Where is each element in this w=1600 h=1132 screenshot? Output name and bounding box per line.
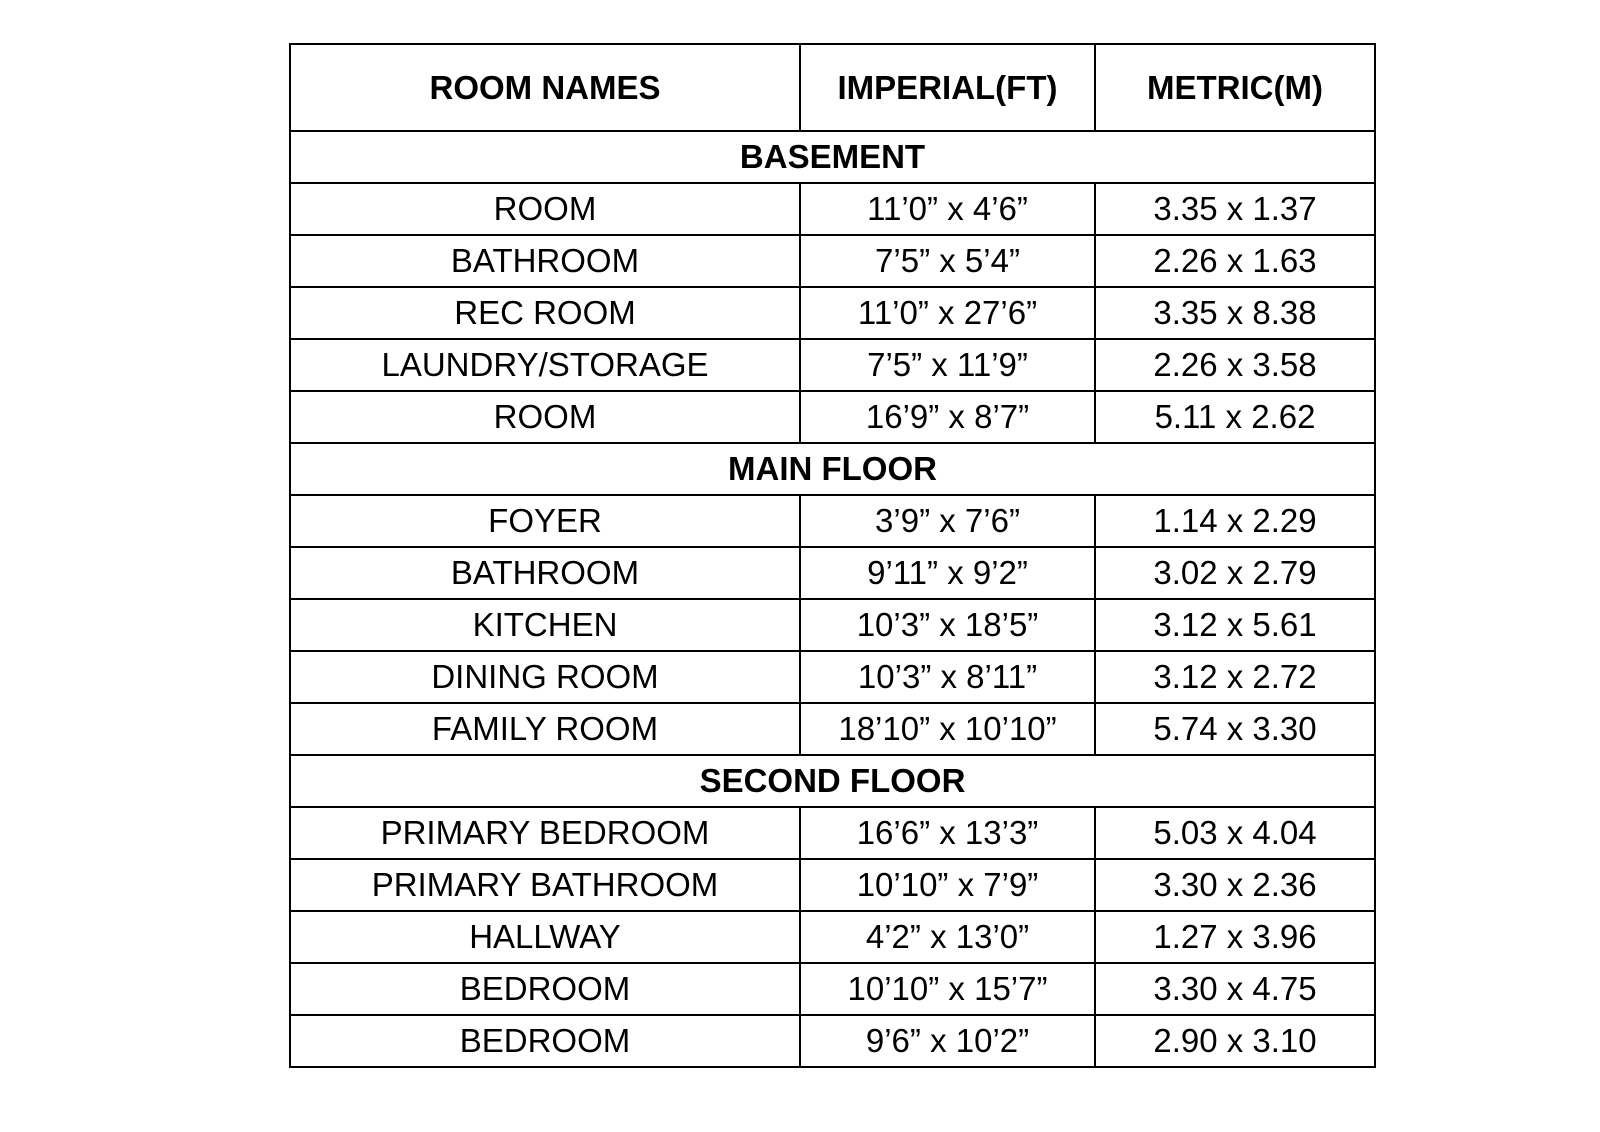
table-row: [290, 963, 1375, 1015]
section-row-basement: [290, 131, 1375, 183]
imperial-cell: 9’6” x 10’2”: [800, 1015, 1095, 1067]
metric-cell: 3.35 x 1.37: [1095, 183, 1375, 235]
room-name-cell: BEDROOM: [290, 1015, 800, 1067]
metric-cell: 5.11 x 2.62: [1095, 391, 1375, 443]
header-imperial: IMPERIAL(FT): [800, 44, 1095, 131]
room-name-cell: BATHROOM: [290, 547, 800, 599]
table-row: [290, 287, 1375, 339]
header-room-names: ROOM NAMES: [290, 44, 800, 131]
imperial-cell: 11’0” x 4’6”: [800, 183, 1095, 235]
imperial-cell: 18’10” x 10’10”: [800, 703, 1095, 755]
table-row: [290, 807, 1375, 859]
room-name-cell: DINING ROOM: [290, 651, 800, 703]
table-row: [290, 859, 1375, 911]
table-body: [290, 131, 1375, 1067]
imperial-cell: 11’0” x 27’6”: [800, 287, 1095, 339]
table-row: [290, 235, 1375, 287]
room-name-cell: REC ROOM: [290, 287, 800, 339]
section-row-second-floor: [290, 755, 1375, 807]
room-name-cell: PRIMARY BEDROOM: [290, 807, 800, 859]
table-row: [290, 911, 1375, 963]
metric-cell: 1.27 x 3.96: [1095, 911, 1375, 963]
table-row: [290, 599, 1375, 651]
metric-cell: 5.74 x 3.30: [1095, 703, 1375, 755]
metric-cell: 2.90 x 3.10: [1095, 1015, 1375, 1067]
imperial-cell: 10’10” x 15’7”: [800, 963, 1095, 1015]
imperial-cell: 10’3” x 8’11”: [800, 651, 1095, 703]
table-row: [290, 391, 1375, 443]
metric-cell: 3.30 x 2.36: [1095, 859, 1375, 911]
table-row: [290, 183, 1375, 235]
table-row: [290, 703, 1375, 755]
header-metric: METRIC(M): [1095, 44, 1375, 131]
metric-cell: 2.26 x 3.58: [1095, 339, 1375, 391]
room-name-cell: BATHROOM: [290, 235, 800, 287]
room-name-cell: HALLWAY: [290, 911, 800, 963]
table-row: [290, 495, 1375, 547]
room-name-cell: FOYER: [290, 495, 800, 547]
room-name-cell: FAMILY ROOM: [290, 703, 800, 755]
metric-cell: 3.30 x 4.75: [1095, 963, 1375, 1015]
imperial-cell: 16’9” x 8’7”: [800, 391, 1095, 443]
metric-cell: 1.14 x 2.29: [1095, 495, 1375, 547]
room-name-cell: LAUNDRY/STORAGE: [290, 339, 800, 391]
section-row-main-floor: [290, 443, 1375, 495]
metric-cell: 3.12 x 2.72: [1095, 651, 1375, 703]
imperial-cell: 7’5” x 11’9”: [800, 339, 1095, 391]
imperial-cell: 7’5” x 5’4”: [800, 235, 1095, 287]
table-row: [290, 547, 1375, 599]
table-row: [290, 1015, 1375, 1067]
imperial-cell: 10’10” x 7’9”: [800, 859, 1095, 911]
table-row: [290, 651, 1375, 703]
imperial-cell: 3’9” x 7’6”: [800, 495, 1095, 547]
metric-cell: 3.35 x 8.38: [1095, 287, 1375, 339]
metric-cell: 3.12 x 5.61: [1095, 599, 1375, 651]
table-row: [290, 339, 1375, 391]
section-title: MAIN FLOOR: [290, 443, 1375, 495]
room-name-cell: ROOM: [290, 391, 800, 443]
room-dimensions-table: [289, 43, 1376, 1068]
table-header: [290, 44, 1375, 131]
room-name-cell: BEDROOM: [290, 963, 800, 1015]
metric-cell: 5.03 x 4.04: [1095, 807, 1375, 859]
imperial-cell: 10’3” x 18’5”: [800, 599, 1095, 651]
section-title: SECOND FLOOR: [290, 755, 1375, 807]
header-row: [290, 44, 1375, 131]
section-title: BASEMENT: [290, 131, 1375, 183]
room-name-cell: KITCHEN: [290, 599, 800, 651]
metric-cell: 3.02 x 2.79: [1095, 547, 1375, 599]
room-name-cell: ROOM: [290, 183, 800, 235]
imperial-cell: 9’11” x 9’2”: [800, 547, 1095, 599]
imperial-cell: 4’2” x 13’0”: [800, 911, 1095, 963]
room-name-cell: PRIMARY BATHROOM: [290, 859, 800, 911]
imperial-cell: 16’6” x 13’3”: [800, 807, 1095, 859]
metric-cell: 2.26 x 1.63: [1095, 235, 1375, 287]
